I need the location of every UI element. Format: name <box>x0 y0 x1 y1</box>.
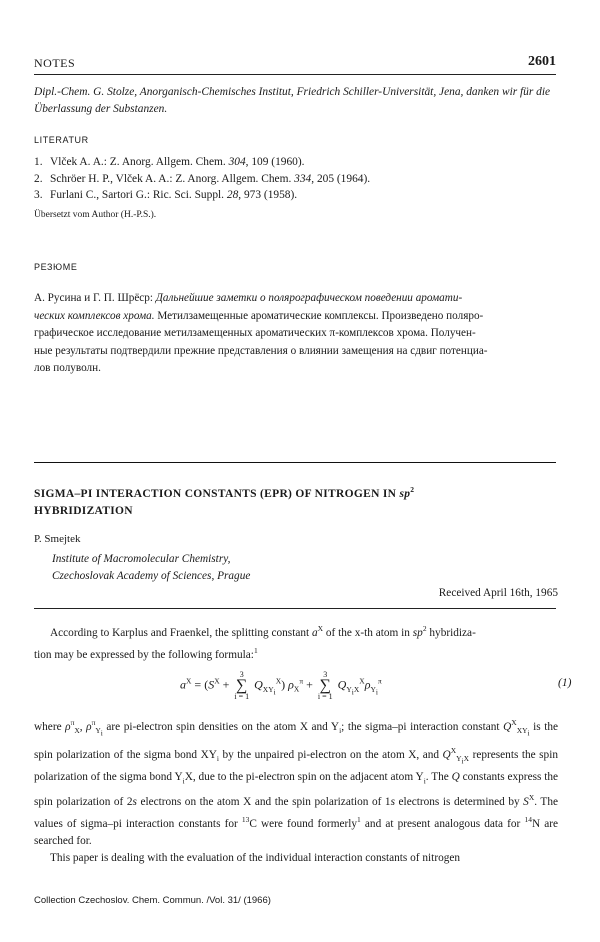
resume-title: Дальнейшие заметки о полярографическом поведении аромати- <box>155 292 463 304</box>
equation-1: $a^X = (S^X$ + 3 ∑ i = 1 $Q_{XY_i}^X$) $\rho_X^\pi$ + 3 ∑ i = 1 $Q_{Y_iX}^X\rho_{Y_i}^\pi$ (1) <box>180 670 572 701</box>
reference-item: 2. Schröer H. P., Vlček A. A.: Z. Anorg. Allgem. Chem. 334, 205 (1964). <box>34 172 371 185</box>
header-rule <box>34 74 556 75</box>
body-paragraph: According to Karplus and Fraenkel, the splitting constant $a^X$ of the x-th atom in $sp^2$ hybridiza- tion may be expressed by the following formula:$^1$ <box>34 624 476 661</box>
resume-text: А. Русина и Г. П. Шрёср: Дальнейшие заметки о полярографическом поведении аромати- ческих комплексов хрома. Метилзамещенные ароматические комплексы. Произведено поляро- графическое исследование метилзамещенных ароматических π-комплексов хрома. Получен- ные результаты подтвердили прежние представления о влиянии замещения на сдвиг потенциа- лов полуволн. <box>34 292 488 374</box>
reference-item: 1. Vlček A. A.: Z. Anorg. Allgem. Chem. 304, 109 (1960). <box>34 156 305 168</box>
running-header <box>34 56 556 72</box>
article-author: P. Smejtek <box>34 533 81 545</box>
resume-heading: РЕЗЮМЕ <box>34 262 78 272</box>
body-paragraph: where $\rho^\pi_X$, $\rho^\pi_{Y_i}$ are pi-electron spin densities on the atom X and $Y_i$; the sigma–pi interaction constant $Q^X_{XY_i}$ is the spin polarization of the sigma bond $XY_i$ by the unpaired pi-electron on the atom X, and $Q^X_{Y_iX}$ represents the spin polarization of the sigma bond $Y_iX$, due to the pi-electron spin on the adjacent atom $Y_i$. The Q constants express the spin polarization of 2s electrons on the atom X and the spin polarization of 1s electrons is determined by $S^X$. The values of sigma–pi interaction constants for $^{13}$C were found formerly$^1$ and at present analogous data for $^{14}$N are searched for. This paper is dealing with the evaluation of the individual interaction constants of nitrogen <box>34 718 559 864</box>
article-separator <box>34 462 556 463</box>
received-rule <box>34 608 556 609</box>
page-number: 2601 <box>528 54 556 69</box>
reference-item: 3. Furlani C., Sartori G.: Ric. Sci. Suppl. 28, 973 (1958). <box>34 189 298 201</box>
article-title: SIGMA–PI INTERACTION CONSTANTS (EPR) OF NITROGEN IN $sp^2$ HYBRIDIZATION <box>34 485 415 517</box>
resume-authors: А. Русина и Г. П. Шрёср: <box>34 292 153 304</box>
literatur-heading: LITERATUR <box>34 135 89 145</box>
equation-number: (1) <box>558 677 572 689</box>
header-section-name: NOTES <box>34 56 76 70</box>
reference-list <box>34 154 370 204</box>
journal-footer: Collection Czechoslov. Chem. Commun. /Vol. 31/ (1966) <box>34 895 271 906</box>
article-affiliation: Institute of Macromolecular Chemistry, Czechoslovak Academy of Sciences, Prague <box>52 553 251 582</box>
received-date: Received April 16th, 1965 <box>438 587 558 599</box>
translator-note: Übersetzt vom Author (H.-P.S.). <box>34 210 157 220</box>
acknowledgement: Dipl.-Chem. G. Stolze, Anorganisch-Chemisches Institut, Friedrich Schiller-Universität, Jena, danken wir für die Überlassung der Substanzen. <box>34 86 551 115</box>
